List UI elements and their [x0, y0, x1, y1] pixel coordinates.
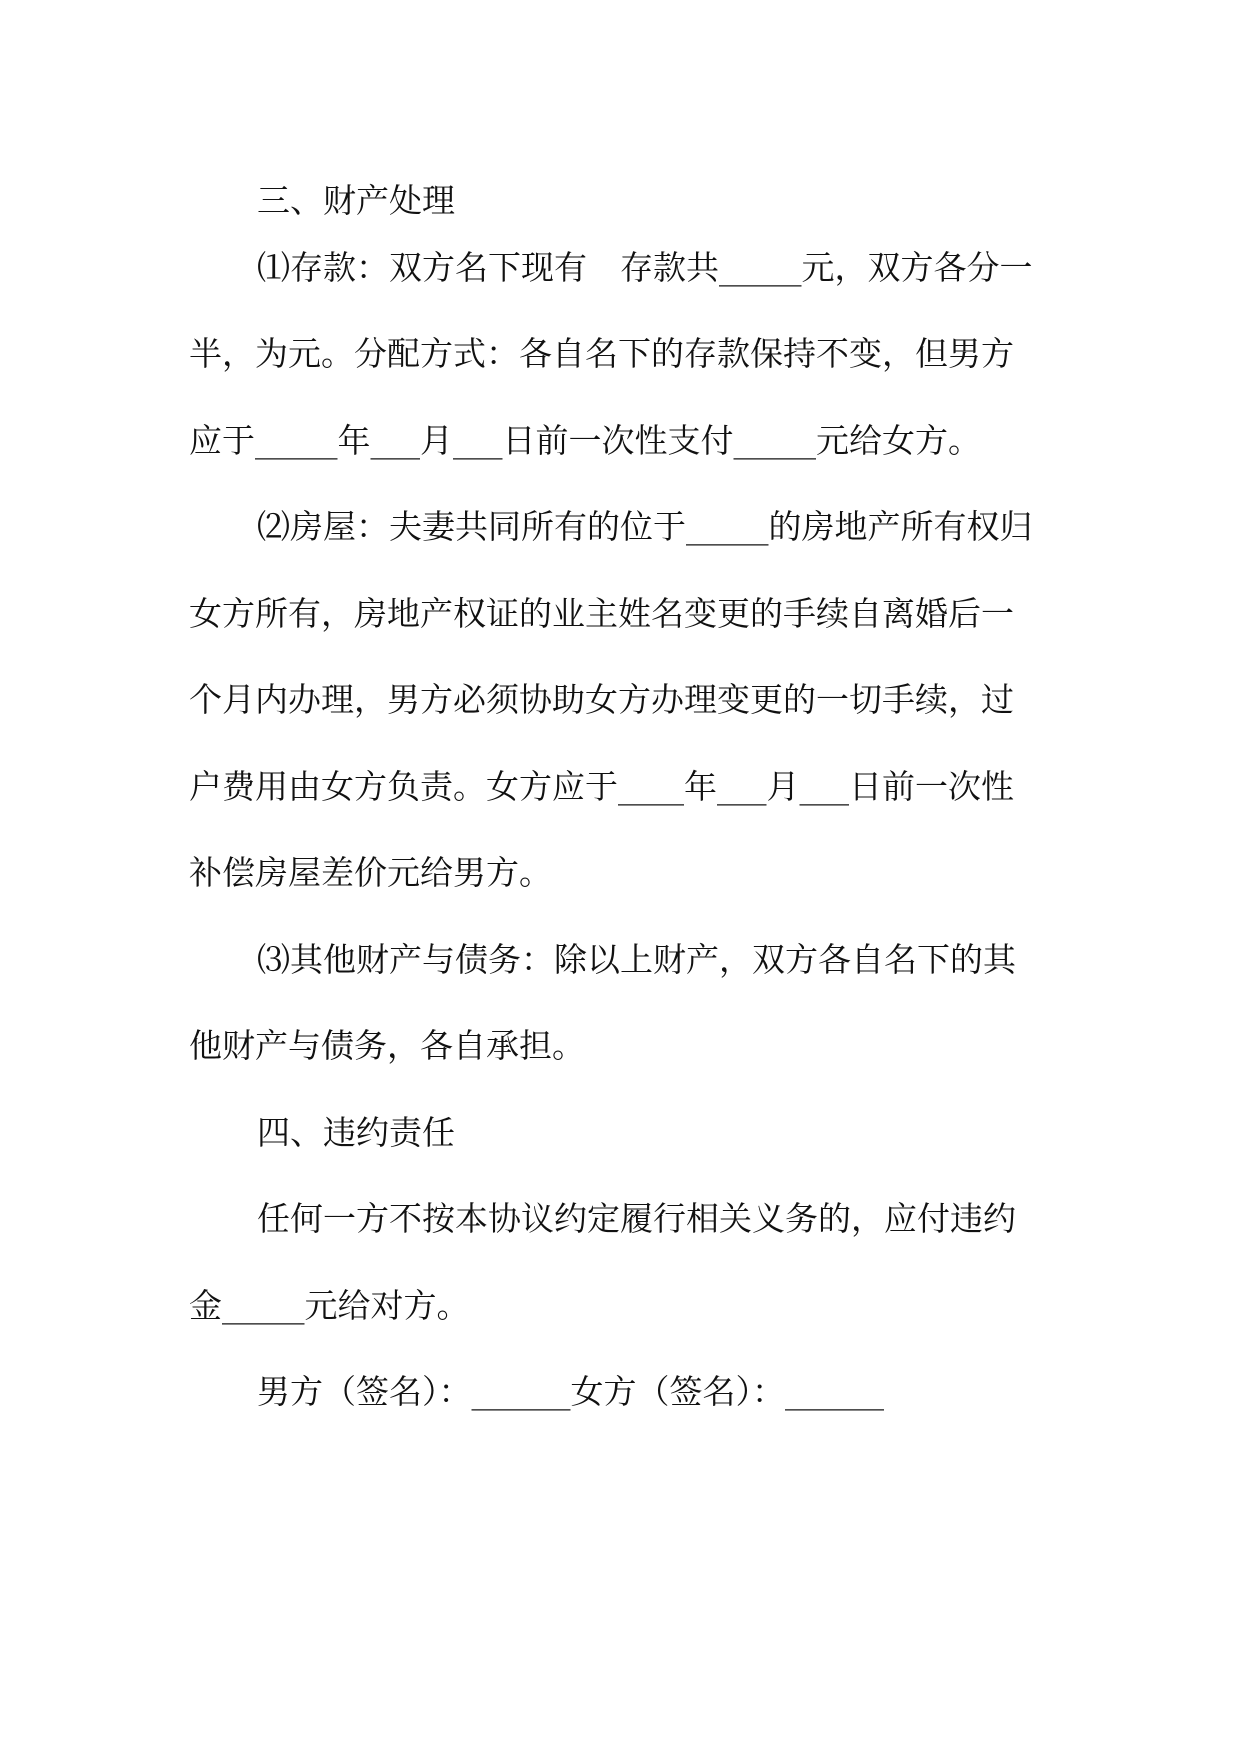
paragraph-other-line-1: ⑶其他财产与债务：除以上财产，双方各自名下的其	[257, 940, 1016, 979]
paragraph-deposit-line-1: ⑴存款：双方名下现有 存款共_____元，双方各分一	[257, 248, 1033, 287]
paragraph-deposit-line-3: 应于_____年___月___日前一次性支付_____元给女方。	[189, 421, 981, 460]
paragraph-deposit-line-2: 半，为元。分配方式：各自名下的存款保持不变，但男方	[189, 334, 1014, 373]
paragraph-other-line-2: 他财产与债务，各自承担。	[189, 1026, 585, 1065]
section-heading-breach: 四、违约责任	[257, 1113, 455, 1152]
paragraph-house-line-5: 补偿房屋差价元给男方。	[189, 853, 552, 892]
signature-line: 男方（签名）：______女方（签名）：______	[257, 1372, 884, 1411]
paragraph-house-line-1: ⑵房屋：夫妻共同所有的位于_____的房地产所有权归	[257, 507, 1033, 546]
paragraph-house-line-2: 女方所有，房地产权证的业主姓名变更的手续自离婚后一	[189, 594, 1014, 633]
section-heading-property: 三、财产处理	[257, 181, 455, 220]
paragraph-breach-line-1: 任何一方不按本协议约定履行相关义务的，应付违约	[257, 1199, 1016, 1238]
paragraph-breach-line-2: 金_____元给对方。	[189, 1286, 470, 1325]
paragraph-house-line-4: 户费用由女方负责。女方应于____年___月___日前一次性	[189, 767, 1014, 806]
paragraph-house-line-3: 个月内办理，男方必须协助女方办理变更的一切手续，过	[189, 680, 1014, 719]
